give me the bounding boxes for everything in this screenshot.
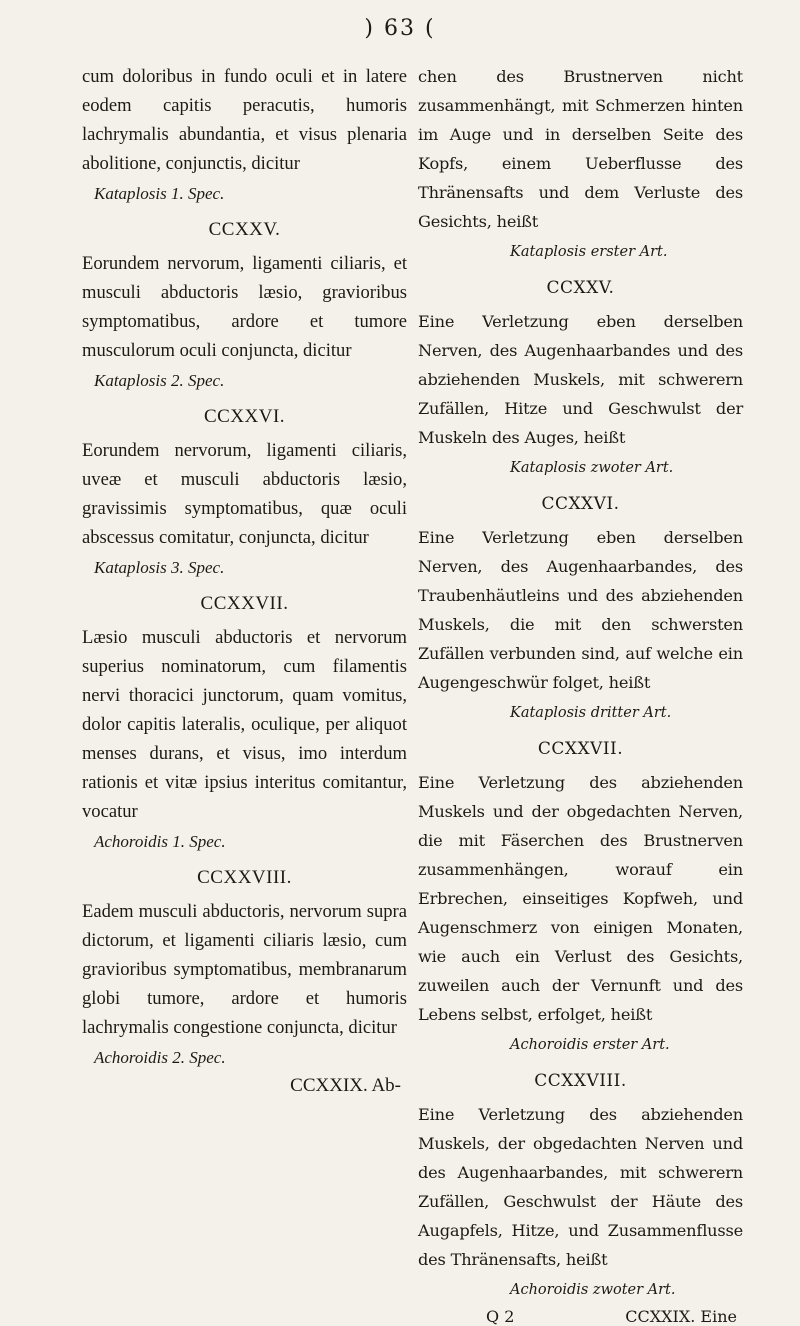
latin-reference: Kataplosis 1. Spec. [94, 184, 225, 203]
german-section-heading: CCXXV. [546, 278, 615, 298]
german-paragraph: Eine Verletzung des abziehenden Muskels und der obgedachten Nerven, die mit Fäserchen des Brustnerven zusammenhängen, worauf ein Erbrechen, einseitiges Kopfweh, und Augenschmerz von einigen Monaten, wie auch ein Verlust des Gesichts, zuweilen auch der Vernunft und des Lebens selbst, erfolget, heißt [418, 773, 743, 1024]
latin-section-heading: CCXXVI. [203, 406, 286, 427]
latin-reference: Achoroidis 1. Spec. [94, 832, 226, 851]
german-paragraph: Eine Verletzung des abziehenden Muskels, der obgedachten Nerven und des Augenhaarbandes, mit schwerern Zufällen, Geschwulst der Häute des Augapfels, Hitze, und Zusammenflusse des Thränensafts, heißt [418, 1105, 743, 1269]
german-section-heading: CCXXVIII. [534, 1071, 627, 1091]
german-reference: Achoroidis zwoter Art. [510, 1282, 676, 1298]
german-reference: Achoroidis erster Art. [510, 1037, 670, 1053]
latin-paragraph: Eadem musculi abductoris, nervorum supra dictorum, et ligamenti ciliaris læsio, cum gravioribus symptomatibus, membranarum globi tumore, ardore et humoris lachrymalis congestione conjuncta, dicitur [82, 901, 407, 1038]
latin-paragraph: Eorundem nervorum, ligamenti ciliaris, et musculi abductoris læsio, gravioribus symptomatibus, ardore et tumore musculorum oculi conjuncta, dicitur [82, 253, 407, 361]
german-paragraph: chen des Brustnerven nicht zusammenhängt, mit Schmerzen hinten im Auge und in derselben Seite des Kopfs, einem Ueberflusse des Thränensafts und dem Verluste des Gesichts, heißt [418, 67, 743, 231]
latin-section-heading: CCXXV. [208, 219, 281, 240]
german-reference: Kataplosis zwoter Art. [510, 460, 674, 476]
german-paragraph: Eine Verletzung eben derselben Nerven, des Augenhaarbandes, des Traubenhäutleins und des abziehenden Muskels, die mit den schwersten Zufällen verbunden sind, auf welche ein Augengeschwür folget, heißt [418, 528, 743, 692]
signature-mark: Q 2 [486, 1307, 515, 1326]
latin-catchword: CCXXIX. Ab- [290, 1075, 401, 1096]
latin-section-heading: CCXXVII. [200, 593, 289, 614]
latin-reference: Kataplosis 2. Spec. [94, 371, 225, 390]
german-section-heading: CCXXVI. [541, 494, 620, 514]
latin-section-heading: CCXXVIII. [197, 867, 292, 888]
german-reference: Kataplosis erster Art. [510, 244, 668, 260]
german-footer [418, 1307, 743, 1326]
latin-paragraph: Læsio musculi abductoris et nervorum superius nominatorum, cum filamentis nervi thoracici junctorum, quam vomitus, dolor capitis lateralis, oculique, per aliquot menses durans, et visus, imo interdum rationis et vitæ ipsius interitus comitantur, vocatur [82, 627, 407, 822]
german-reference: Kataplosis dritter Art. [510, 705, 672, 721]
latin-paragraph: cum doloribus in fundo oculi et in latere eodem capitis peracutis, humoris lachrymalis abundantia, et visus plenaria abolitione, conjunctis, dicitur [82, 66, 407, 174]
german-column [418, 62, 743, 1326]
german-section-heading: CCXXVII. [537, 739, 624, 759]
latin-reference: Achoroidis 2. Spec. [94, 1048, 226, 1067]
latin-paragraph: Eorundem nervorum, ligamenti ciliaris, uveæ et musculi abductoris læsio, gravissimis symptomatibus, quæ oculi abscessus comitatur, conjuncta, dicitur [82, 440, 407, 548]
german-paragraph: Eine Verletzung eben derselben Nerven, des Augenhaarbandes und des abziehenden Muskels, mit schwerern Zufällen, Hitze und Geschwulst der Muskeln des Auges, heißt [418, 312, 743, 447]
latin-reference: Kataplosis 3. Spec. [94, 558, 225, 577]
latin-column [82, 62, 407, 1097]
german-catchword: CCXXIX. Eine [625, 1307, 737, 1326]
page-number: ) 63 ( [364, 16, 436, 41]
